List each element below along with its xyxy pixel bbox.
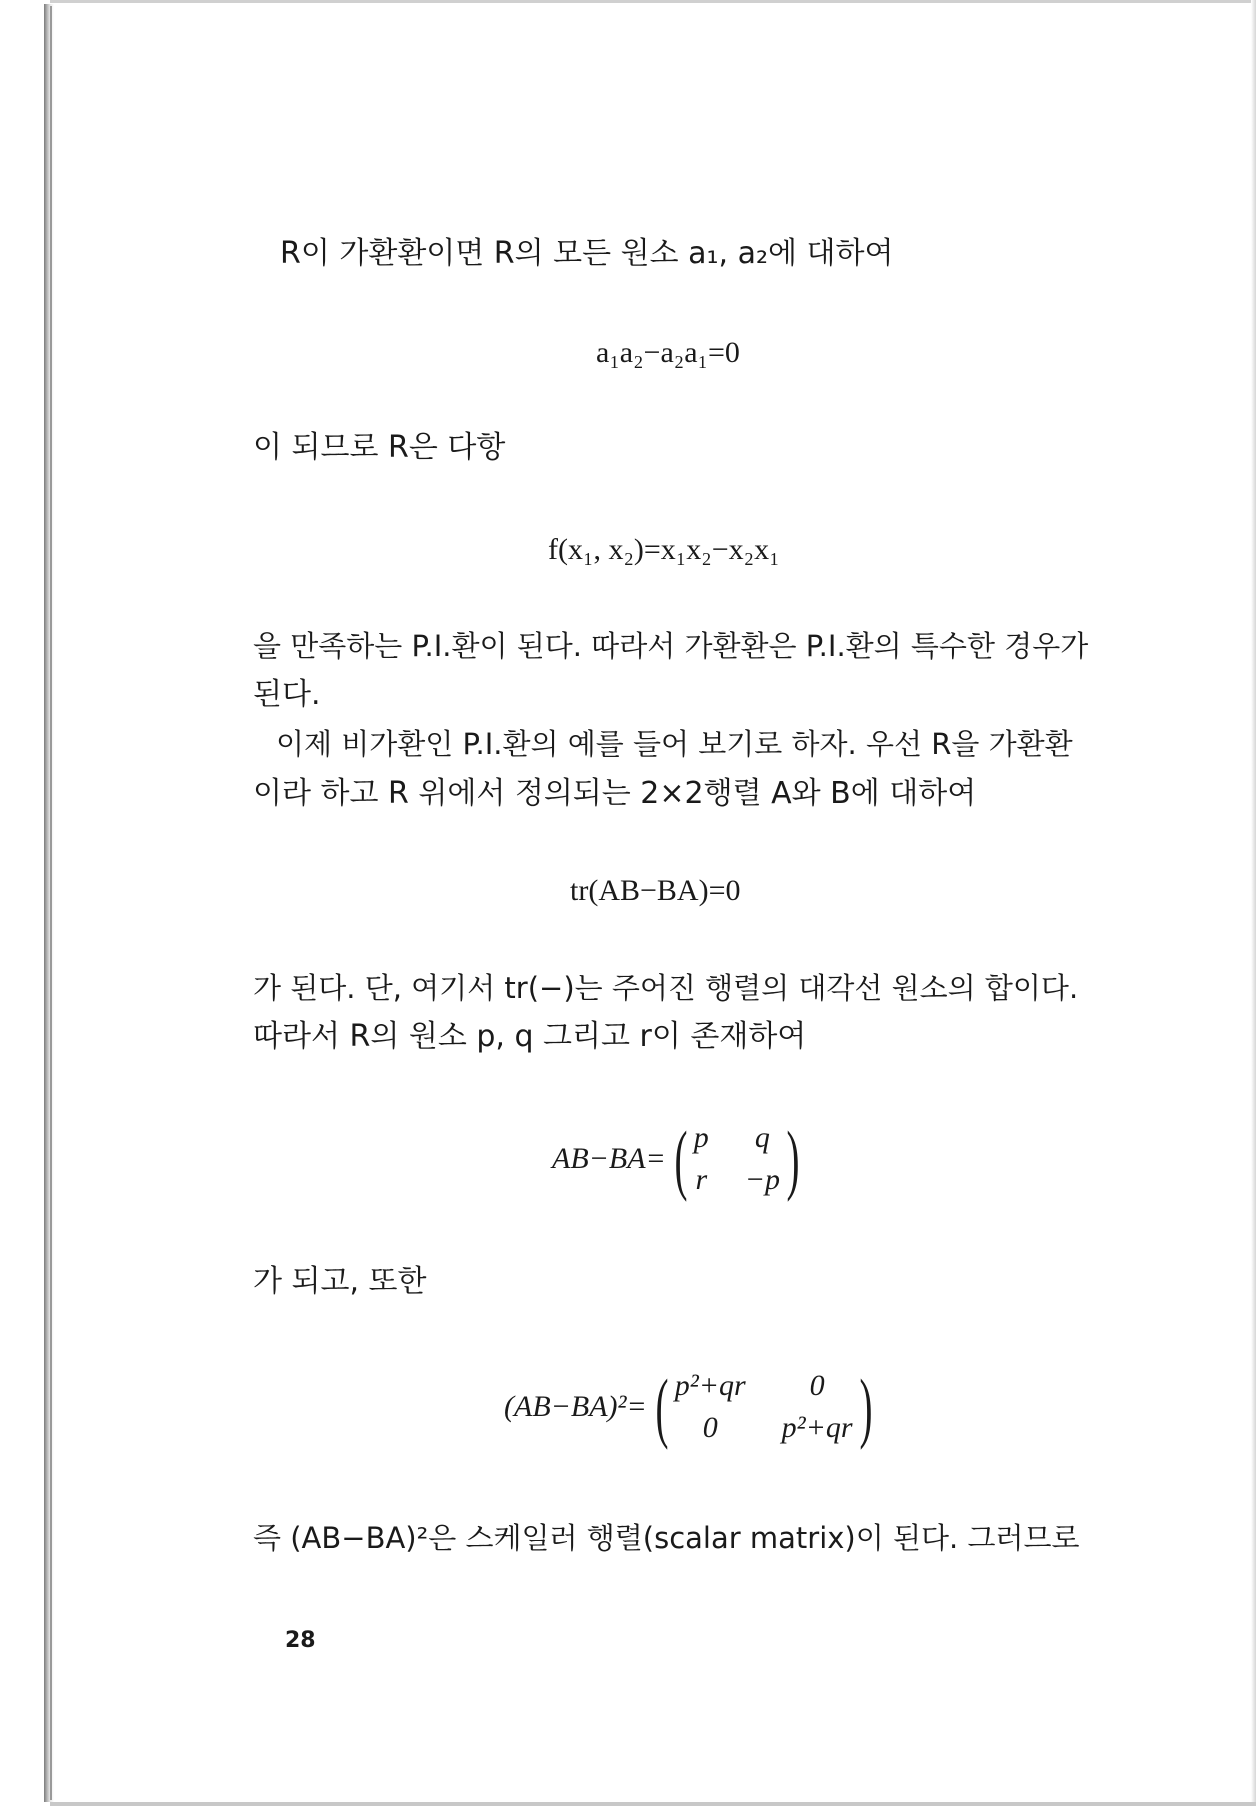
paragraph-7: 즉 (AB−BA)²은 스케일러 행렬(scalar matrix)이 된다. 그러므로 bbox=[253, 1521, 1080, 1555]
page-edge-line bbox=[50, 6, 52, 1800]
matrix-5 bbox=[675, 1368, 853, 1446]
equation-1: a₁a₂−a₂a₁=0 bbox=[596, 336, 740, 369]
equation-2: f(x₁, x₂)=x₁x₂−x₂x₁ bbox=[548, 533, 780, 566]
page-edge-top bbox=[50, 0, 1256, 3]
paragraph-5-line-2: 따라서 R의 원소 p, q 그리고 r이 존재하여 bbox=[253, 1019, 807, 1054]
right-paren: ) bbox=[859, 1363, 873, 1450]
matrix-cell: r bbox=[695, 1163, 708, 1196]
matrix-cell: p²+qr bbox=[781, 1411, 853, 1444]
matrix-cell: p²+qr bbox=[674, 1369, 746, 1402]
equation-3: tr(AB−BA)=0 bbox=[570, 874, 741, 907]
matrix-cell: −p bbox=[744, 1163, 781, 1196]
equation-4 bbox=[552, 1115, 806, 1202]
paragraph-4-line-1: 이제 비가환인 P.I.환의 예를 들어 보기로 하자. 우선 R을 가환환 bbox=[276, 727, 1073, 761]
paragraph-2: 이 되므로 R은 다항 bbox=[253, 430, 506, 465]
matrix-cell: p bbox=[693, 1121, 709, 1154]
equation-5 bbox=[504, 1363, 879, 1450]
right-paren: ) bbox=[786, 1115, 800, 1202]
paragraph-3-line-1: 을 만족하는 P.I.환이 된다. 따라서 가환환은 P.I.환의 특수한 경우가 bbox=[253, 629, 1089, 663]
page-edge-left bbox=[44, 4, 54, 1802]
left-paren: ( bbox=[655, 1363, 669, 1450]
equation-5-lhs: (AB−BA)²= bbox=[504, 1390, 647, 1423]
paragraph-1: R이 가환환이면 R의 모든 원소 a₁, a₂에 대하여 bbox=[280, 236, 894, 271]
paragraph-6: 가 되고, 또한 bbox=[253, 1264, 427, 1299]
page-edge-right bbox=[1251, 0, 1256, 1806]
paragraph-5-line-1: 가 된다. 단, 여기서 tr(−)는 주어진 행렬의 대각선 원소의 합이다. bbox=[253, 971, 1079, 1005]
matrix-cell: q bbox=[754, 1121, 770, 1154]
page-number: 28 bbox=[285, 1628, 316, 1653]
matrix-cell: 0 bbox=[702, 1411, 718, 1444]
matrix-4 bbox=[694, 1120, 780, 1198]
equation-4-lhs: AB−BA= bbox=[552, 1142, 666, 1175]
paragraph-4-line-2: 이라 하고 R 위에서 정의되는 2×2행렬 A와 B에 대하여 bbox=[253, 776, 977, 811]
matrix-cell: 0 bbox=[809, 1369, 825, 1402]
left-paren: ( bbox=[674, 1115, 688, 1202]
page-edge-bottom bbox=[50, 1802, 1256, 1806]
paragraph-3-line-2: 된다. bbox=[253, 677, 321, 712]
